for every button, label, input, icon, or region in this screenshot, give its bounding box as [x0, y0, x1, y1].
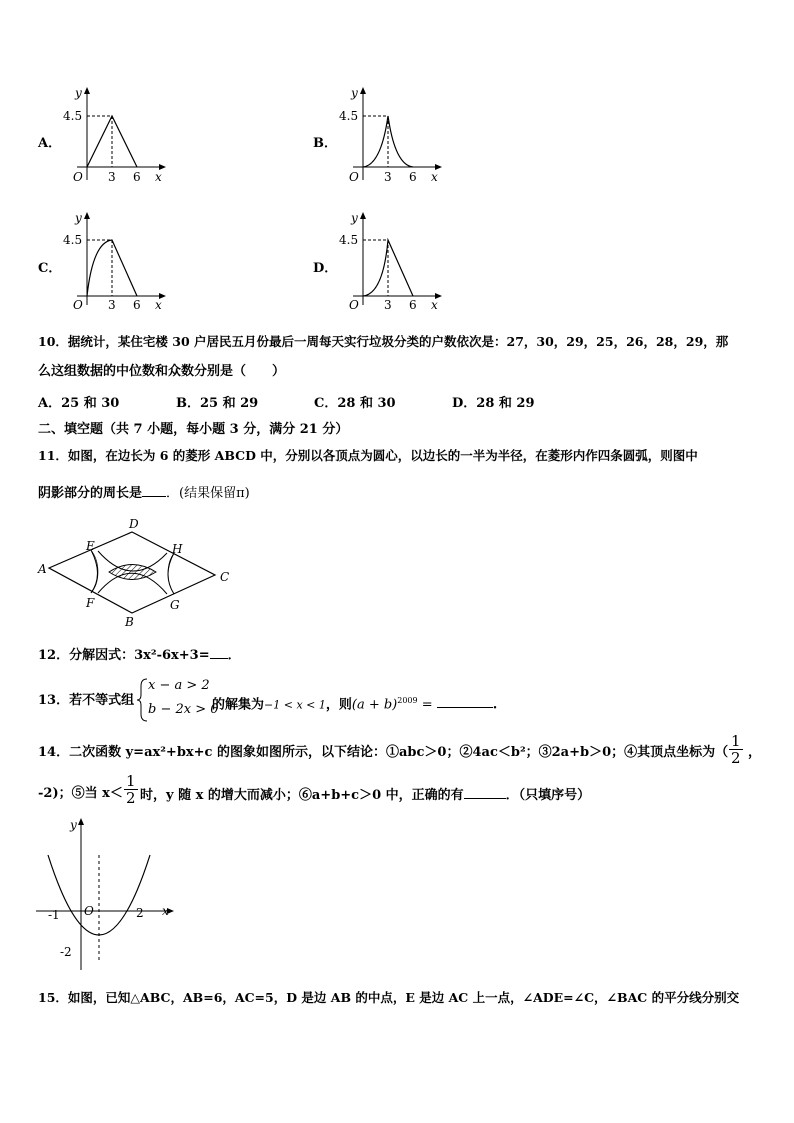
root-2: 2 [136, 906, 144, 920]
axis-y-label: y [75, 211, 82, 225]
q10-option-d: D．28 和 29 [452, 396, 535, 411]
peak-label: 4.5 [339, 109, 359, 123]
q10-option-b: B．25 和 29 [176, 396, 259, 411]
q10-option-a: A．25 和 30 [38, 396, 120, 411]
axis-x-label: x [431, 170, 438, 184]
peak-label: 4.5 [339, 233, 359, 247]
tick-6: 6 [409, 298, 417, 312]
graph-option-a [55, 85, 170, 190]
option-b-label: B． [313, 136, 337, 151]
q14-line2-suffix: ．（只填序号） [505, 788, 591, 803]
tick-3: 3 [384, 170, 392, 184]
point-b: B [125, 615, 134, 629]
q14-line2-rest [140, 786, 590, 804]
q10-option-c: C．28 和 30 [314, 396, 396, 411]
point-c: C [220, 570, 230, 584]
axis-x-label: x [155, 298, 162, 312]
tick-3: 3 [108, 170, 116, 184]
q10-line2: 么这组数据的中位数和众数分别是（ ） [38, 364, 286, 379]
q13-range: −1 < x < 1 [264, 698, 326, 712]
point-f: F [86, 596, 95, 610]
axis-x-label: x [431, 298, 438, 312]
point-d: D [129, 517, 139, 531]
q11-answer-blank [142, 484, 166, 497]
peak-label: 4.5 [63, 109, 83, 123]
origin-label: O [84, 904, 94, 918]
q14-line1-text: 14．二次函数 y=ax²+bx+c 的图象如图所示，以下结论：①abc＞0；②4ac＜b²；③2a+b＞0；④其顶点坐标为（ [38, 745, 729, 760]
point-h: H [172, 542, 183, 556]
q13-equals: = [417, 697, 437, 713]
q13-ineq2: b − 2x > 0 [148, 702, 219, 717]
option-c-label: C． [38, 261, 62, 276]
origin-label: O [73, 170, 83, 184]
q13-ineq1: x − a > 2 [148, 678, 210, 693]
q13-tail [212, 693, 497, 713]
q11-line2-text: 阴影部分的周长是 [38, 486, 143, 501]
q14-answer-blank [464, 786, 506, 799]
tick-3: 3 [384, 298, 392, 312]
graph-option-c [55, 210, 170, 315]
q14-line2-start: -2)；⑤当 x＜ [38, 786, 123, 801]
q14-line2-text: 时，y 随 x 的增大而减小；⑥a+b+c＞0 中，正确的有 [140, 788, 464, 803]
origin-label: O [73, 298, 83, 312]
q13-answer-blank [437, 695, 493, 708]
intercept-minus-2: -2 [60, 945, 72, 959]
q14-line1 [38, 745, 728, 761]
q13-prefix: 13．若不等式组 [38, 693, 135, 708]
q13-then: ，则 [325, 697, 352, 713]
option-d-label: D． [313, 261, 338, 276]
q13-mid: 的解集为 [212, 697, 265, 713]
origin-label: O [349, 298, 359, 312]
section-title: 二、填空题（共 7 小题，每小题 3 分，满分 21 分） [38, 422, 349, 437]
frac-numerator: 1 [126, 772, 136, 790]
q10-line1: 10．据统计，某住宅楼 30 户居民五月份最后一周每天实行垃圾分类的户数依次是：27，30，29，25，26，28，29，那 [38, 334, 729, 349]
q13-end: . [492, 697, 498, 713]
graph-option-b [331, 85, 446, 190]
origin-label: O [349, 170, 359, 184]
point-g: G [170, 598, 180, 612]
option-a-label: A． [38, 136, 62, 151]
root-minus-1: -1 [48, 908, 60, 922]
graph-option-d [331, 210, 446, 315]
q11-line2 [38, 484, 250, 502]
q12-line [38, 646, 241, 664]
axis-x-label: x [162, 904, 169, 918]
tick-6: 6 [133, 298, 141, 312]
frac-denominator: 2 [731, 749, 741, 767]
point-a: A [38, 562, 47, 576]
frac-numerator: 1 [731, 732, 741, 750]
axis-y-label: y [75, 86, 82, 100]
rhombus-figure [34, 515, 244, 630]
axis-y-label: y [351, 211, 358, 225]
q13-expr: (a + b) [351, 697, 398, 713]
axis-y-label: y [70, 818, 77, 832]
q12-text: 12．分解因式：3x²-6x+3= [38, 648, 210, 663]
q12-suffix: ． [227, 648, 241, 663]
q11-line1: 11．如图，在边长为 6 的菱形 ABCD 中，分别以各顶点为圆心，以边长的一半为半径，在菱形内作四条圆弧，则图中 [38, 448, 698, 463]
q13-exponent: 2009 [397, 696, 418, 705]
frac-denominator: 2 [126, 789, 136, 807]
q15-line1: 15．如图，已知△ABC，AB=6，AC=5，D 是边 AB 的中点，E 是边 AC 上一点，∠ADE=∠C，∠BAC 的平分线分别交 [38, 990, 740, 1005]
q14-fraction-2 [124, 773, 138, 806]
q14-fraction-1 [729, 733, 743, 766]
q12-answer-blank [210, 646, 228, 659]
point-e: E [86, 539, 95, 553]
q11-line2-suffix: ．(结果保留π) [166, 486, 250, 501]
tick-3: 3 [108, 298, 116, 312]
peak-label: 4.5 [63, 233, 83, 247]
q14-line1-end: ， [748, 745, 762, 760]
tick-6: 6 [409, 170, 417, 184]
axis-x-label: x [155, 170, 162, 184]
tick-6: 6 [133, 170, 141, 184]
parabola-figure [36, 815, 176, 975]
axis-y-label: y [351, 86, 358, 100]
